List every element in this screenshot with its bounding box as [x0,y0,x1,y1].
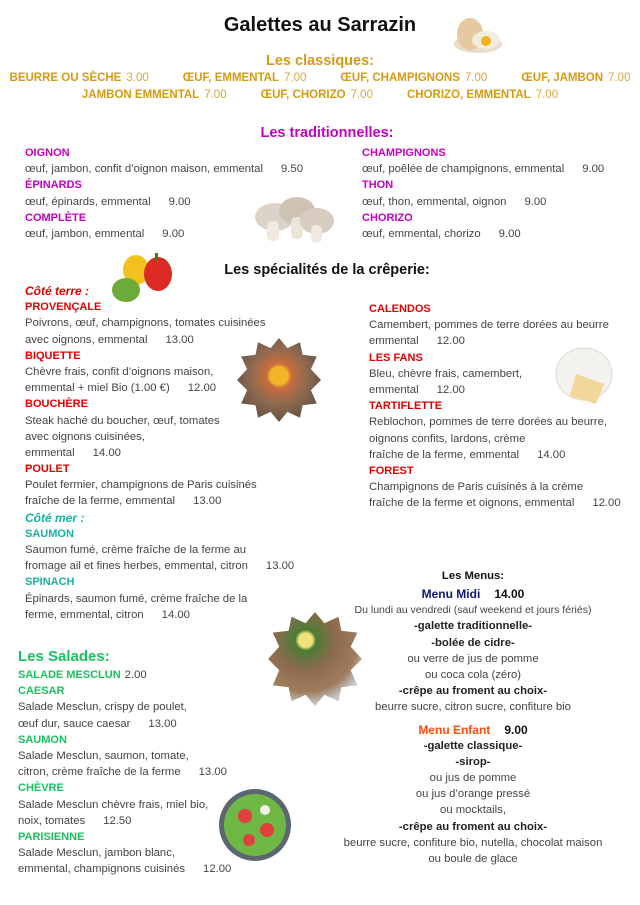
menu-line: ou jus de pomme [429,772,517,785]
dish-description-text: Saumon fumé, crème fraîche de la ferme au [25,544,247,556]
dish-description [25,591,294,607]
dish-price: 9.00 [524,195,547,208]
classique-name: ŒUF, JAMBON [521,72,604,84]
dish-description [362,194,604,210]
traditionnelles-left [25,145,303,242]
dish-description-text: citron, crème fraîche de la ferme [18,766,181,779]
dish-name: ÉPINARDS [25,179,82,192]
traditionnelles-right [362,145,604,242]
dish-description [18,845,231,861]
dish-description-text: avec oignons cuisinées, [25,430,145,443]
classique-name: JAMBON EMMENTAL [81,89,200,101]
dish-name: BOUCHÈRE [25,398,88,411]
dish-description-text: noix, tomates [18,814,86,827]
dish-description-text: Poivrons, œuf, champignons, tomates cuisinées [25,317,266,330]
menu-line: -crêpe au froment au choix- [398,820,548,833]
dish-description [25,445,294,461]
dish-description-text: emmental [369,383,419,396]
dish-name: LES FANS [369,351,423,364]
dish-description [25,332,294,348]
dish-price: 9.00 [168,195,191,208]
classique-item [82,89,227,101]
dish-price: 12.50 [103,814,132,827]
classique-item [261,89,373,101]
salade-mesclun [18,667,231,683]
menu-line: beurre sucre, confiture bio, nutella, chocolat maison [343,836,603,849]
dish-price: 9.50 [280,163,303,176]
dish-description [25,413,294,429]
dish-description [362,161,604,177]
section-title-traditionnelles: Les traditionnelles: [260,125,394,141]
dish-name: BIQUETTE [25,349,81,362]
classiques-row [0,89,640,101]
dish-description-text: Épinards, saumon fumé, crème fraîche de la [25,592,248,605]
cote-terre-label: Côté terre : [25,284,90,298]
dish-description [25,315,294,331]
dish-description [25,380,294,396]
dish-price: 9.00 [498,227,521,240]
dish-description [18,797,231,813]
dish-description-text: Steak haché du boucher, œuf, tomates [25,414,220,427]
classique-price: 7.00 [284,72,307,84]
section-title-menus: Les Menus: [441,570,505,582]
dish-name: PARISIENNE [18,830,85,843]
dish-name: CHORIZO [362,211,413,224]
egg-icon [448,14,508,54]
menu-line: -galette classique- [423,739,523,752]
dish-price: 12.00 [592,497,621,510]
menu-name: Menu Enfant [418,722,491,737]
dish-description-text: Chèvre frais, confit d’oignons maison, [25,365,214,378]
menu-price: 9.00 [504,722,528,737]
dish-description [369,431,621,447]
dish-name: TARTIFLETTE [369,400,443,413]
dish-description-text: emmental, champignons cuisinés [18,863,186,876]
cote-mer-label: Côté mer : [25,510,85,525]
menu-header-enfant [330,722,616,738]
dish-description-text: Champignons de Paris cuisinés à la crème [369,481,584,494]
dish-description-text: Reblochon, pommes de terre dorées au beurre, [369,416,607,429]
dish-description [25,607,294,623]
dish-description-text: œuf, thon, emmental, oignon [362,195,507,208]
dish-description [25,161,303,177]
dish-price: 12.00 [187,382,217,395]
dish-price: 13.00 [193,495,222,508]
dish-description-text: emmental + miel Bio (1.00 €) [25,382,170,395]
menu-line: ou jus d’orange pressé [415,788,531,801]
dish-description [369,317,621,333]
dish-description [18,813,231,829]
menu-name: Menu Midi [421,587,481,601]
dish-description-text: Salade Mesclun, saumon, tomate, [18,749,189,762]
dish-description [18,764,231,780]
dish-description-text: ferme, emmental, citron [25,608,144,621]
menu-line: ou mocktails, [440,804,506,817]
dish-description-text: fromage ail et fines herbes, emmental, citron [25,560,248,573]
dish-name: FOREST [369,464,414,477]
dish-description-text: fraîche de la ferme et oignons, emmental [369,497,575,510]
dish-price: 13.00 [265,560,295,573]
dish-description [25,364,294,380]
dish-name: THON [362,179,394,192]
dish-name: OIGNON [25,147,70,159]
dish-name: SAUMON [18,733,67,746]
dish-name: CALENDOS [369,303,431,315]
menu-line: ou coca cola (zéro) [424,668,522,681]
classique-name: CHORIZO, EMMENTAL [406,89,531,101]
dish-price: 14.00 [92,446,121,459]
classique-price: 7.00 [608,72,631,84]
dish-description [369,414,621,430]
dish-description-text: Poulet fermier, champignons de Paris cuisinés [25,479,257,492]
menu-line: ou boule de glace [428,853,518,865]
classique-price: 7.00 [350,89,373,101]
dish-description-text: œuf, poêlée de champignons, emmental [362,163,565,176]
dish-price: 13.00 [165,333,194,346]
menu-line: -sirop- [455,755,491,768]
classique-price: 7.00 [464,72,488,84]
dish-description [25,542,294,558]
specialites-right [369,301,621,511]
dish-name: POULET [25,463,70,476]
classique-price: 3.00 [126,72,149,84]
dish-description-text: Bleu, chèvre frais, camembert, [369,367,523,380]
menu-line: -galette traditionnelle- [414,620,532,633]
dish-description-text: fraîche de la ferme, emmental [25,495,176,508]
page-title: Galettes au Sarrazin [223,14,417,36]
dish-name: COMPLÈTE [25,211,87,224]
dish-price: 2.00 [124,669,147,681]
dish-price: 14.00 [161,608,190,621]
classique-name: ŒUF, EMMENTAL [182,72,280,84]
menu-line: -bolée de cidre- [431,636,515,649]
dish-description-text: œuf dur, sauce caesar [18,717,131,730]
menu-price: 14.00 [494,587,525,601]
dish-price: 14.00 [537,448,566,461]
section-title-specialites: Les spécialités de la crêperie: [224,262,430,278]
dish-description [25,194,303,210]
dish-description [362,226,604,242]
menus-column [330,567,616,867]
dish-description [25,558,294,574]
dish-description-text: oignons confits, lardons, crème [369,432,526,445]
dish-price: 12.00 [203,863,232,876]
dish-description [25,477,294,493]
menu-line: ou verre de jus de pomme [407,652,539,665]
section-title-salades: Les Salades: [18,648,110,665]
menu-header-midi [330,586,616,602]
dish-name: SAUMON [25,527,74,540]
classiques-row [0,72,640,84]
dish-description-text: fraîche de la ferme, emmental [369,448,520,461]
classique-item [183,72,307,84]
dish-description-text: Salade Mesclun, jambon blanc, [18,847,175,860]
classique-item [340,72,487,84]
classique-item [407,89,558,101]
classique-price: 7.00 [535,89,559,101]
classique-price: 7.00 [204,89,227,101]
dish-description-text: Salade Mesclun, crispy de poulet, [18,701,187,714]
section-title-classiques: Les classiques: [266,53,374,69]
classique-name: ŒUF, CHORIZO [260,89,346,101]
menu-line: beurre sucre, citron sucre, confiture bio [375,701,571,714]
classique-item [10,72,149,84]
classique-item [521,72,630,84]
menu-line: -crêpe au froment au choix- [398,685,548,698]
dish-price: 13.00 [198,766,227,779]
dish-price: 12.00 [436,335,465,348]
dish-description [18,716,231,732]
dish-description [369,447,621,463]
dish-description-text: œuf, jambon, confit d’oignon maison, emmental [25,163,263,176]
dish-description-text: Salade Mesclun chèvre frais, miel bio, [18,798,209,811]
dish-description [18,699,231,715]
dish-name: SPINACH [25,576,75,589]
dish-description-text: emmental [369,335,419,348]
dish-description-text: avec oignons, emmental [25,333,148,346]
dish-description [369,495,621,511]
dish-description [25,493,294,509]
dish-description [18,748,231,764]
dish-description-text: œuf, emmental, chorizo [362,227,481,240]
specialites-left [25,283,294,623]
dish-price: 9.00 [162,227,185,240]
dish-name: PROVENÇALE [25,301,102,314]
dish-price: 12.00 [436,383,465,396]
dish-price: 13.00 [148,717,177,730]
dish-name: SALADE MESCLUN [18,669,121,681]
dish-description [369,382,621,398]
dish-name: CHÈVRE [18,782,64,795]
dish-description [25,429,294,445]
classique-name: ŒUF, CHAMPIGNONS [340,72,460,84]
dish-description [18,861,231,877]
dish-description-text: œuf, épinards, emmental [25,195,151,208]
classique-name: BEURRE OU SÈCHE [9,72,122,84]
dish-description-text: Camembert, pommes de terre dorées au beurre [369,319,609,332]
dish-price: 9.00 [582,163,605,176]
dish-description [25,226,303,242]
salades-list [18,667,231,877]
menu-line: Du lundi au vendredi (sauf weekend et jours fériés) [354,604,592,617]
dish-name: CAESAR [18,685,65,698]
dish-description-text: emmental [25,446,75,459]
dish-name: CHAMPIGNONS [362,147,446,159]
dish-description [369,366,621,382]
dish-description [369,333,621,349]
dish-description-text: œuf, jambon, emmental [25,227,145,240]
dish-description [369,479,621,495]
